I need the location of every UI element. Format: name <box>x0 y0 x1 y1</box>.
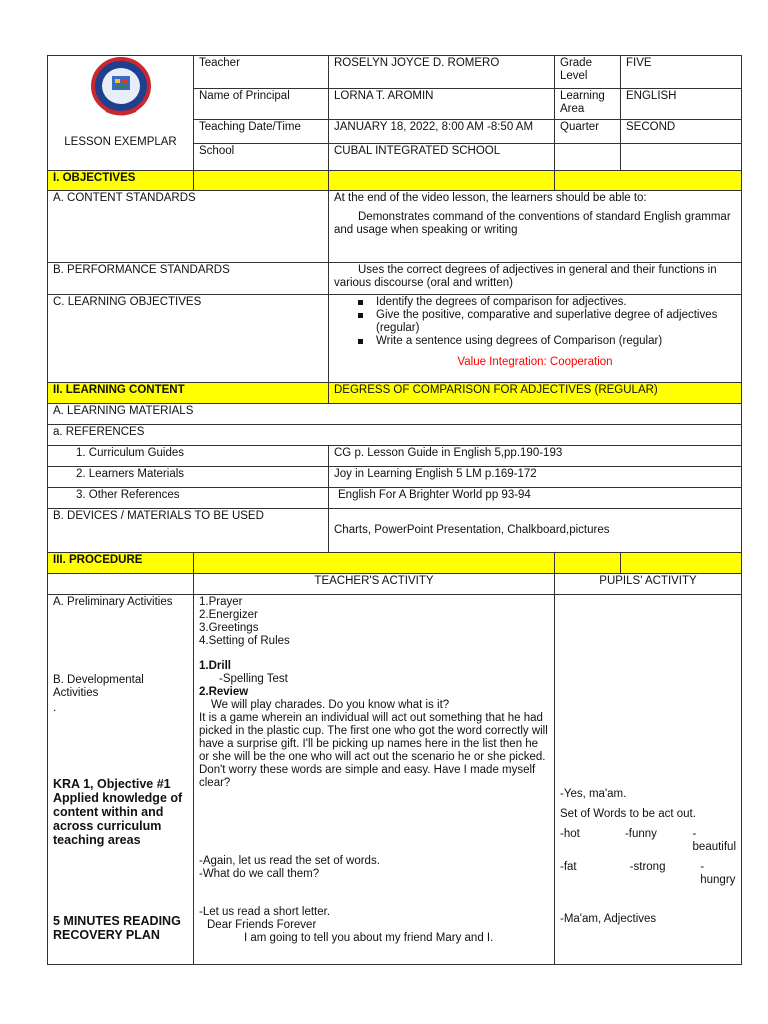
ref-value: CG p. Lesson Guide in English 5,pp.190-193 <box>329 446 742 467</box>
ref-label: 3. Other References <box>48 488 329 509</box>
dot-text: . <box>53 702 57 714</box>
words-row <box>560 861 736 887</box>
pupils-activity-heading: PUPILS' ACTIVITY <box>555 574 742 595</box>
performance-standards-label: B. PERFORMANCE STANDARDS <box>48 263 329 295</box>
pupil-yes: -Yes, ma'am. <box>560 788 627 800</box>
teacher-label: Teacher <box>194 56 329 89</box>
review-paragraph: It is a game wherein an individual will act out something that he had picked in the plastic cup. The first one who got the word correctly will have a surprise gift. I'll be picking up names here in the list then he or she will be the one who will act out the scenario he or she picked. Don't worry these words are simple and easy. Have I made myself clear? <box>199 712 548 789</box>
procedure-heading: III. PROCEDURE <box>48 553 194 574</box>
empty-cell <box>48 574 194 595</box>
again-line: -Again, let us read the set of words. <box>199 855 380 867</box>
kra-objective: KRA 1, Objective #1 Applied knowledge of content within and across curriculum teaching areas <box>53 777 183 847</box>
quarter-value: SECOND <box>621 120 742 144</box>
learning-materials-label: A. LEARNING MATERIALS <box>48 404 742 425</box>
teacher-activity-cell <box>194 595 555 965</box>
yellow-cell <box>555 553 621 574</box>
objective-item: Give the positive, comparative and superlative degree of adjectives (regular) <box>358 309 736 335</box>
ref-value: Joy in Learning English 5 LM p.169-172 <box>329 467 742 488</box>
principal-label: Name of Principal <box>194 89 329 120</box>
yellow-cell <box>555 171 742 191</box>
call-line: -What do we call them? <box>199 868 320 880</box>
prelim-item: 1.Prayer <box>199 596 243 608</box>
yellow-cell <box>194 553 555 574</box>
tell-line: I am going to tell you about my friend Mary and I. <box>244 932 494 944</box>
pupils-activity-cell <box>555 595 742 965</box>
ref-label: 1. Curriculum Guides <box>48 446 329 467</box>
content-standards-cell <box>329 191 742 263</box>
word: -fat <box>560 861 577 873</box>
review-line: We will play charades. Do you know what is it? <box>211 699 450 711</box>
objective-item: Write a sentence using degrees of Comparison (regular) <box>358 335 736 348</box>
references-label: a. REFERENCES <box>48 425 742 446</box>
lesson-table <box>47 55 742 965</box>
prelim-item: 4.Setting of Rules <box>199 635 290 647</box>
devices-label: B. DEVICES / MATERIALS TO BE USED <box>48 509 329 553</box>
procedure-left-cell <box>48 595 194 965</box>
performance-standards-cell <box>329 263 742 295</box>
empty-cell <box>621 144 742 171</box>
content-standards-intro: At the end of the video lesson, the learners should be able to: <box>334 192 647 204</box>
reading-recovery-plan: 5 MINUTES READING RECOVERY PLAN <box>53 914 181 942</box>
grade-level-value: FIVE <box>621 56 742 89</box>
word: -strong <box>629 861 666 873</box>
prelim-item: 2.Energizer <box>199 609 258 621</box>
objective-item: Identify the degrees of comparison for adjectives. <box>358 296 736 309</box>
learning-content-topic: DEGRESS OF COMPARISON FOR ADJECTIVES (REGULAR) <box>329 383 742 404</box>
objectives-heading: I. OBJECTIVES <box>48 171 194 191</box>
performance-standards-text: Uses the correct degrees of adjectives in general and their functions in various discourse (oral and written) <box>334 264 717 289</box>
ref-value-text: English For A Brighter World pp 93-94 <box>338 489 531 501</box>
school-logo-icon <box>81 56 161 120</box>
word: -funny <box>624 828 657 840</box>
prelim-item: 3.Greetings <box>199 622 259 634</box>
ref-label: 2. Learners Materials <box>48 467 329 488</box>
quarter-label: Quarter <box>555 120 621 144</box>
preliminary-label: A. Preliminary Activities <box>53 596 173 608</box>
school-label: School <box>194 144 329 171</box>
devices-value: Charts, PowerPoint Presentation, Chalkboard,pictures <box>329 509 742 553</box>
drill-title: 1.Drill <box>199 660 231 672</box>
pupil-set: Set of Words to be act out. <box>560 808 696 820</box>
principal-value: LORNA T. AROMIN <box>329 89 555 120</box>
letter-line: -Let us read a short letter. <box>199 906 331 918</box>
document-title: LESSON EXEMPLAR <box>64 136 177 148</box>
words-row <box>560 828 736 854</box>
logo-title-cell <box>48 56 194 171</box>
review-title: 2.Review <box>199 686 249 698</box>
teacher-activity-heading: TEACHER'S ACTIVITY <box>194 574 555 595</box>
word: -beautiful <box>692 828 737 853</box>
school-value: CUBAL INTEGRATED SCHOOL <box>329 144 555 171</box>
ref-value <box>329 488 742 509</box>
yellow-cell <box>194 171 329 191</box>
learning-objectives-cell <box>329 295 742 383</box>
dear-line: Dear Friends Forever <box>207 919 317 931</box>
content-standards-text: Demonstrates command of the conventions of standard English grammar and usage when speaking or writing <box>334 211 731 236</box>
pupil-adjectives: -Ma'am, Adjectives <box>560 913 657 925</box>
lesson-exemplar-page <box>47 55 741 965</box>
drill-item: -Spelling Test <box>219 673 288 685</box>
empty-cell <box>555 144 621 171</box>
learning-objectives-list <box>334 296 736 348</box>
word: -hot <box>560 828 580 840</box>
learning-area-label: Learning Area <box>555 89 621 120</box>
teacher-value: ROSELYN JOYCE D. ROMERO <box>329 56 555 89</box>
word: -hungry <box>700 861 736 886</box>
developmental-label: B. Developmental Activities <box>53 674 144 699</box>
yellow-cell <box>621 553 742 574</box>
content-standards-label: A. CONTENT STANDARDS <box>48 191 329 263</box>
date-time-label: Teaching Date/Time <box>194 120 329 144</box>
learning-content-heading: II. LEARNING CONTENT <box>48 383 329 404</box>
learning-objectives-label: C. LEARNING OBJECTIVES <box>48 295 329 383</box>
value-integration: Value Integration: Cooperation <box>457 356 613 368</box>
yellow-cell <box>329 171 555 191</box>
grade-level-label: Grade Level <box>555 56 621 89</box>
learning-area-value: ENGLISH <box>621 89 742 120</box>
date-time-value: JANUARY 18, 2022, 8:00 AM -8:50 AM <box>329 120 555 144</box>
